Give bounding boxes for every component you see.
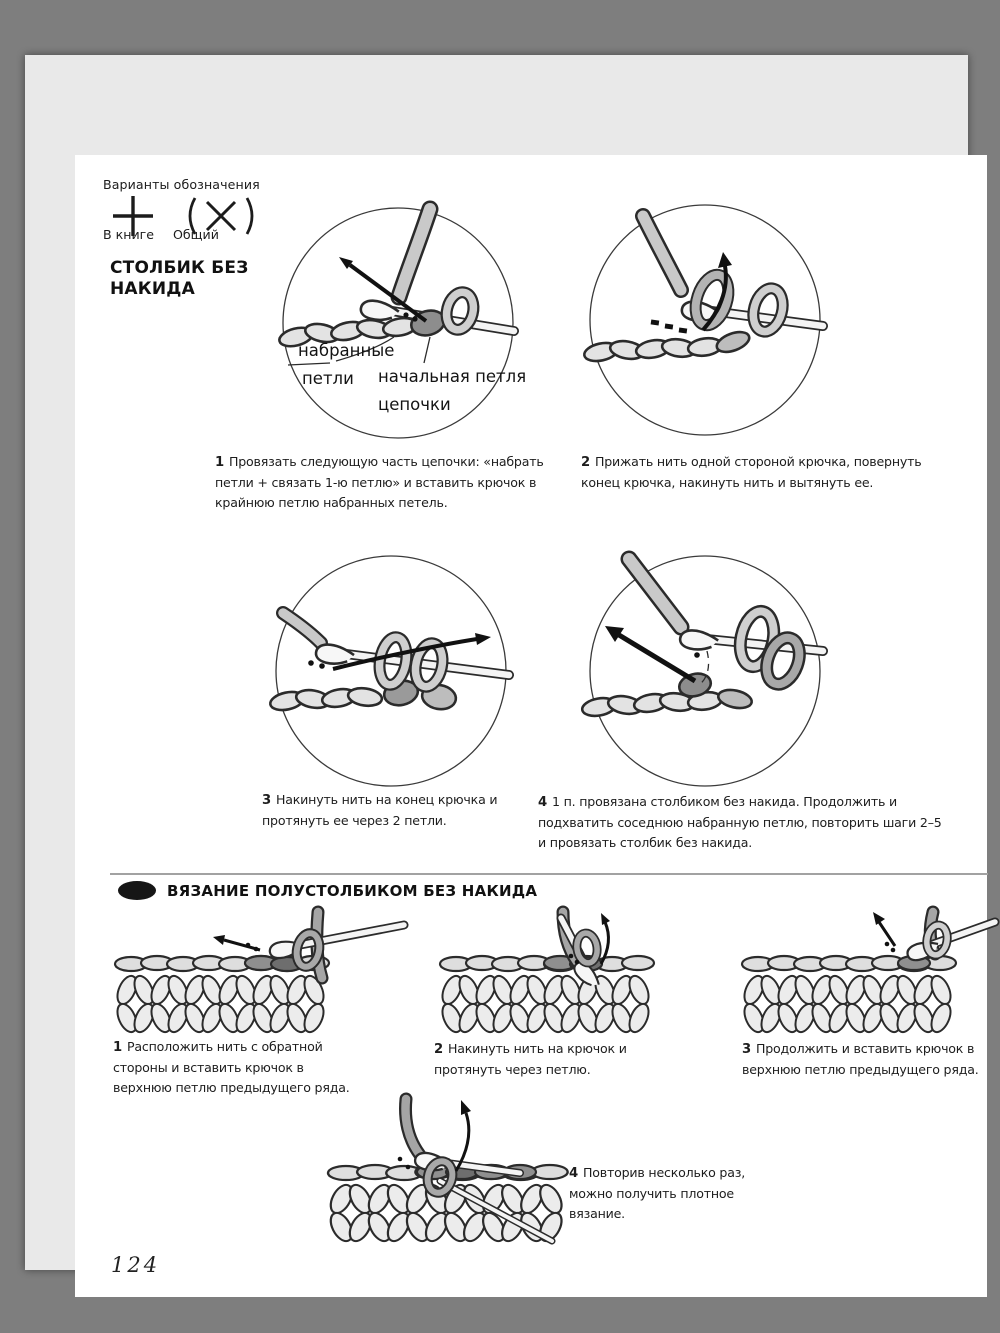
direction-arrow [213,935,260,951]
step4-caption: 4 1 п. провязана столбиком без накида. Продолжить и подхватить соседнюю набранную петлю, повторить шаги 2–5 и провязать столбик без накида. [538,794,942,851]
halfstitch-step2-illustration [435,910,685,1035]
direction-arrow [873,912,895,952]
step1-number: 1 [215,455,224,470]
step2-illustration [585,200,825,440]
label-cast-on-loops-line1: набранные [298,341,395,360]
fabric-swatch [439,956,654,1035]
step3-illustration [271,551,511,791]
halfstitch-step1-caption: 1 Расположить нить с обратной стороны и вставить крючок в верхнюю петлю предыдущего ряда. [113,1039,350,1096]
step3-caption: 3 Накинуть нить на конец крючка и протянуть ее через 2 петли. [262,792,498,829]
yarn-strand [406,1099,420,1155]
halfstitch-step2-caption: 2 Накинуть нить на крючок и протянуть через петлю. [434,1041,627,1078]
section2-bullet-icon [118,881,156,900]
step4-number: 4 [538,795,547,810]
section-divider [110,873,988,875]
step4-illustration [585,551,825,791]
content-area [75,155,987,1297]
step1-illustration [278,203,527,443]
halfstitch-step3-caption: 3 Продолжить и вставить крючок в верхнюю петлю предыдущего ряда. [742,1041,979,1078]
fabric-swatch [741,956,956,1035]
legend-book-label: В книге [103,227,155,242]
step2-number: 2 [581,455,590,470]
halfstitch-step1-number: 1 [113,1040,122,1055]
step2-caption: 2 Прижать нить одной стороной крючка, повернуть конец крючка, накинуть нить и вытянуть ее. [581,454,922,491]
step3-number: 3 [262,793,271,808]
section2-heading: ВЯЗАНИЕ ПОЛУСТОЛБИКОМ БЕЗ НАКИДА [167,882,538,900]
label-initial-loop-line1: начальная петля [378,367,527,386]
page-number: 124 [111,1253,161,1277]
halfstitch-step3-number: 3 [742,1042,751,1057]
halfstitch-step3-illustration [737,910,997,1035]
label-initial-loop-line2: цепочки [378,395,451,414]
page-scan [25,55,979,1277]
legend-title: Варианты обозначения [103,177,260,192]
label-cast-on-loops-line2: петли [302,369,354,388]
halfstitch-step2-number: 2 [434,1042,443,1057]
step1-caption: 1 Провязать следующую часть цепочки: «набрать петли + связать 1-ю петлю» и вставить крючок в крайнюю петлю набранных петель. [215,454,544,511]
legend-common-label: Общий [173,227,219,242]
fabric-swatch [114,956,329,1035]
halfstitch-step1-illustration [110,910,410,1035]
section1-heading: СТОЛБИК БЕЗ НАКИДА [110,258,249,299]
halfstitch-step4-caption: 4 Повторив несколько раз, можно получить плотное вязание. [569,1165,746,1222]
halfstitch-step4-number: 4 [569,1166,578,1181]
